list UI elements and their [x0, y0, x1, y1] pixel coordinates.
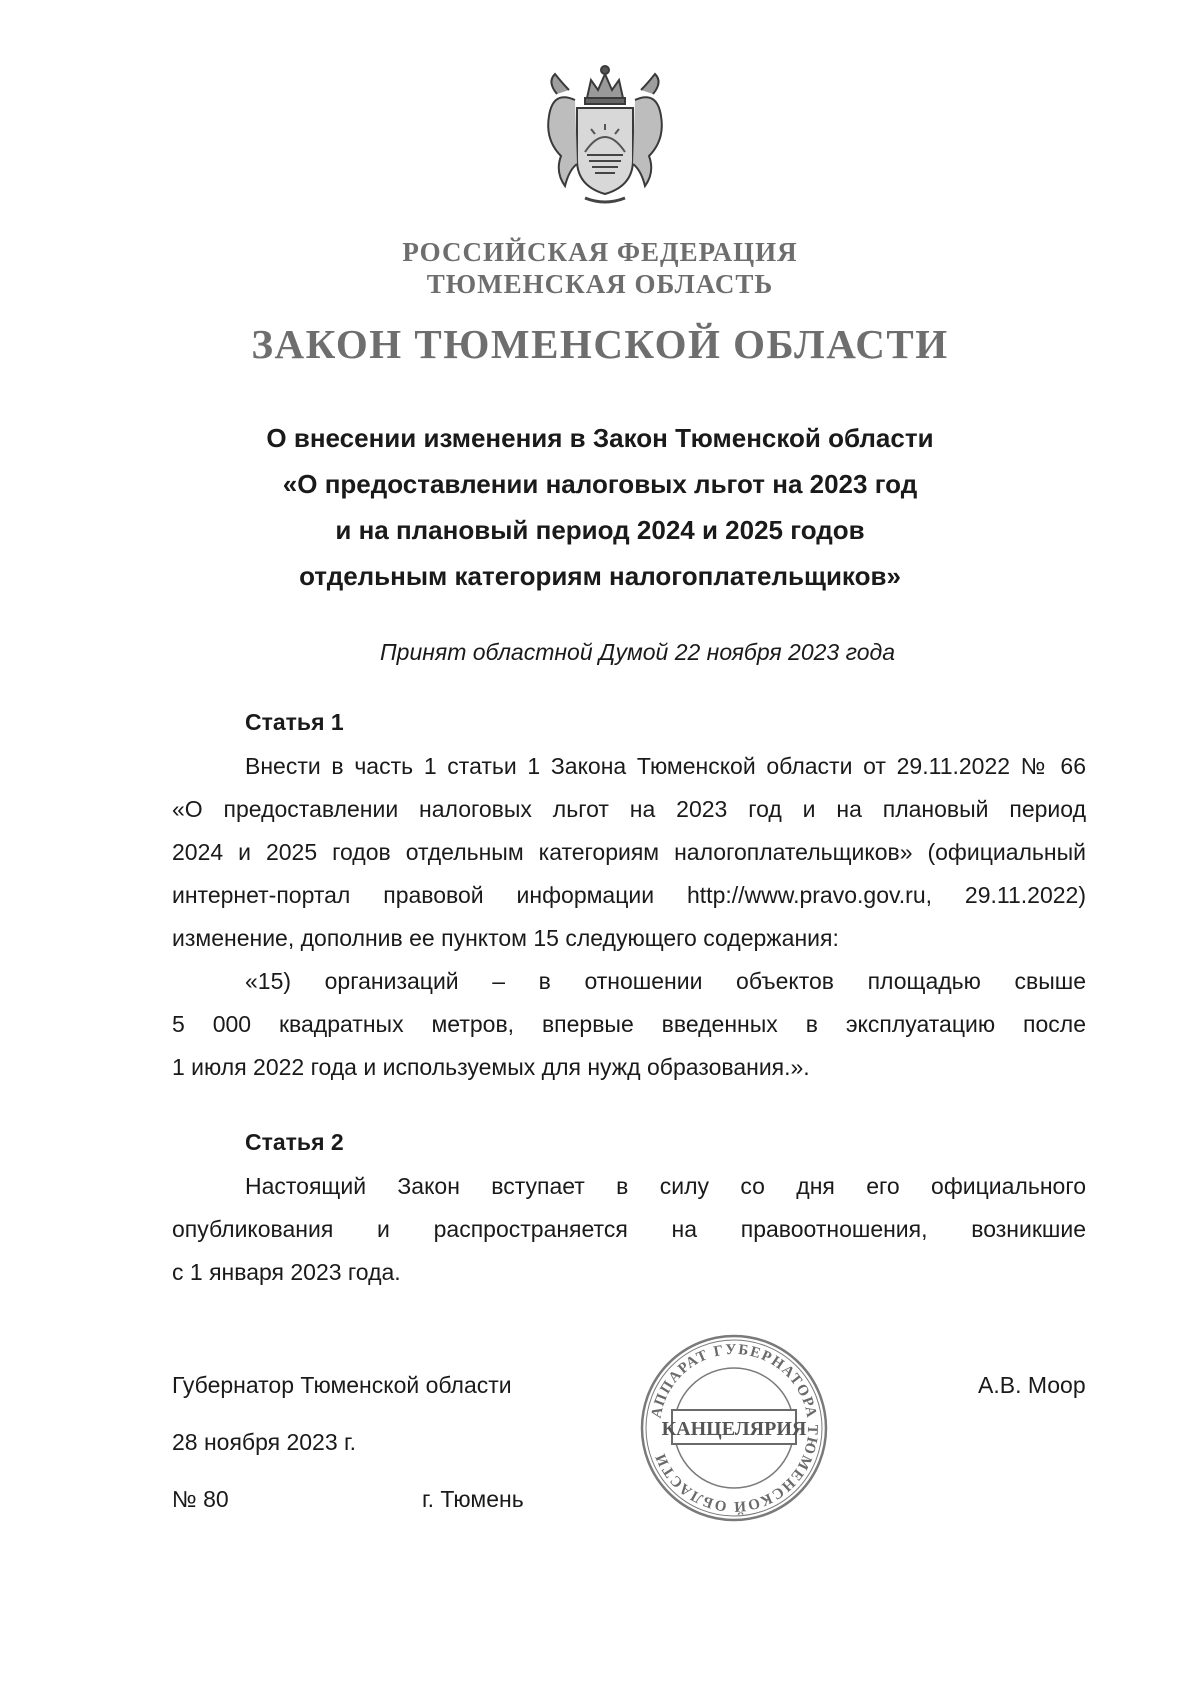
federation-header: РОССИЙСКАЯ ФЕДЕРАЦИЯ	[402, 237, 798, 267]
svg-text:КАНЦЕЛЯРИЯ: КАНЦЕЛЯРИЯ	[661, 1418, 807, 1440]
title-line: О внесении изменения в Закон Тюменской области	[266, 423, 934, 453]
text-line: «15) организаций – в отношении объектов площадью свыше	[245, 968, 1086, 994]
title-line: «О предоставлении налоговых льгот на 2023 год	[282, 469, 918, 499]
text-line: изменение, дополнив ее пунктом 15 следующего содержания:	[172, 925, 839, 951]
article-2-heading: Статья 2	[245, 1129, 344, 1155]
text-line: 5 000 квадратных метров, впервые введенных в эксплуатацию после	[172, 1011, 1086, 1037]
coat-of-arms-icon	[535, 60, 675, 210]
office-stamp	[638, 1332, 830, 1524]
article-1-paragraph-2	[172, 960, 1086, 1089]
text-line: 1 июля 2022 года и используемых для нужд образования.».	[172, 1054, 810, 1080]
text-line: «О предоставлении налоговых льгот на 2023 год и на плановый период	[172, 796, 1086, 822]
svg-text:АППАРАТ ГУБЕРНАТОРА ТЮМЕНСКОЙ: АППАРАТ ГУБЕРНАТОРА ТЮМЕНСКОЙ ОБЛАСТИ	[648, 1341, 821, 1515]
document-title	[0, 415, 1200, 599]
signatory-position: Губернатор Тюменской области	[172, 1372, 512, 1398]
title-line: и на плановый период 2024 и 2025 годов	[335, 515, 865, 545]
adoption-note: Принят областной Думой 22 ноября 2023 года	[380, 639, 895, 665]
title-line: отдельным категориям налогоплательщиков»	[299, 561, 901, 591]
text-line: с 1 января 2023 года.	[172, 1259, 401, 1285]
text-line: 2024 и 2025 годов отдельным категориям налогоплательщиков» (официальный	[172, 839, 1086, 865]
article-2-paragraph-1	[172, 1165, 1086, 1294]
text-line: интернет-портал правовой информации http://www.pravo.gov.ru, 29.11.2022)	[172, 882, 1086, 908]
article-1-paragraph-1	[172, 745, 1086, 960]
signatory-name: А.В. Моор	[978, 1372, 1086, 1398]
signing-city: г. Тюмень	[422, 1486, 524, 1512]
text-line: Настоящий Закон вступает в силу со дня его официального	[245, 1173, 1086, 1199]
region-header: ТЮМЕНСКАЯ ОБЛАСТЬ	[426, 269, 774, 299]
article-1-heading: Статья 1	[245, 709, 344, 735]
text-line: Внести в часть 1 статьи 1 Закона Тюменской области от 29.11.2022 № 66	[245, 753, 1086, 779]
law-type-header: ЗАКОН ТЮМЕНСКОЙ ОБЛАСТИ	[251, 321, 949, 367]
text-line: опубликования и распространяется на правоотношения, возникшие	[172, 1216, 1086, 1242]
signing-date: 28 ноября 2023 г.	[172, 1429, 356, 1455]
law-number: № 80	[172, 1486, 229, 1512]
